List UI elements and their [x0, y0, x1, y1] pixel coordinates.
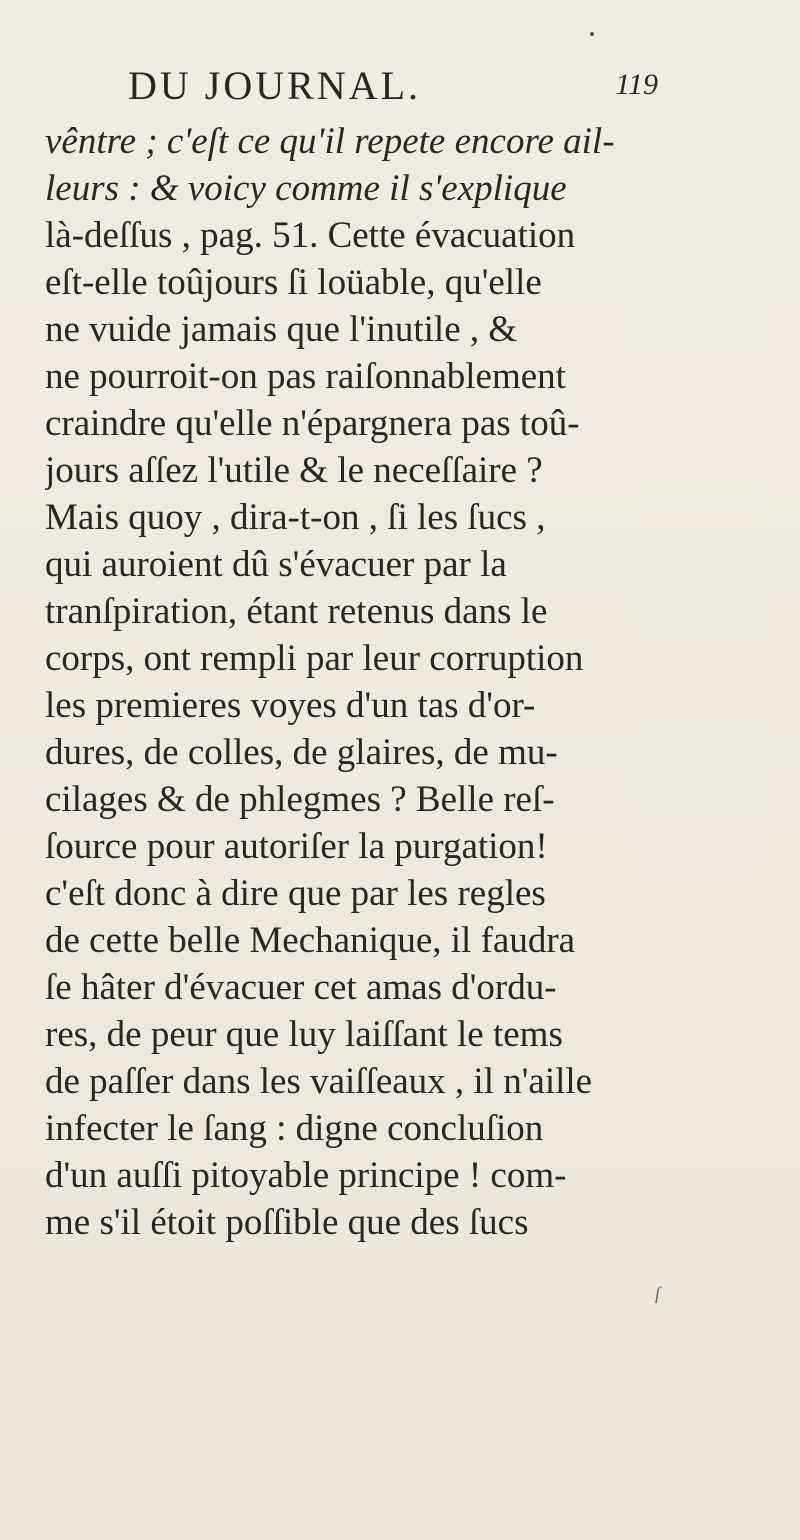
text-line: d'un auſſi pitoyable principe ! com- — [45, 1155, 567, 1196]
text-line: qui auroient dû s'évacuer par la — [45, 544, 507, 585]
text-line: corps, ont rempli par leur corruption — [45, 638, 584, 679]
body-text — [45, 118, 790, 1246]
text-line: les premieres voyes d'un tas d'or- — [45, 685, 536, 726]
text-line: ſe hâter d'évacuer cet amas d'ordu- — [45, 967, 557, 1008]
page-number: 119 — [615, 68, 658, 101]
text-line: Mais quoy , dira-t-on , ſi les ſucs , — [45, 497, 546, 538]
text-line: res, de peur que luy laiſſant le tems — [45, 1014, 563, 1055]
text-line: dures, de colles, de glaires, de mu- — [45, 732, 558, 773]
text-line: leurs : & voicy comme il s'explique — [45, 168, 567, 209]
text-line: de paſſer dans les vaiſſeaux , il n'aille — [45, 1061, 593, 1102]
stray-mark: ſ — [655, 1283, 661, 1303]
text-line: eſt-elle toûjours ſi loüable, qu'elle — [45, 262, 542, 303]
text-line: c'eſt donc à dire que par les regles — [45, 873, 546, 914]
text-line: craindre qu'elle n'épargnera pas toû- — [45, 403, 580, 444]
text-line: me s'il étoit poſſible que des ſucs — [45, 1202, 529, 1243]
text-line: cilages & de phlegmes ? Belle reſ- — [45, 779, 555, 820]
page-header — [128, 62, 658, 110]
text-line: de cette belle Mechanique, il faudra — [45, 920, 576, 961]
running-title: DU JOURNAL. — [128, 63, 421, 108]
text-line: infecter le ſang : digne concluſion — [45, 1108, 544, 1149]
text-line: tranſpiration, étant retenus dans le — [45, 591, 548, 632]
text-line: ne pourroit-on pas raiſonnablement — [45, 356, 566, 397]
text-line: là-deſſus , pag. 51. Cette évacuation — [45, 215, 576, 256]
text-line: ne vuide jamais que l'inutile , & — [45, 309, 518, 350]
text-line: vêntre ; c'eſt ce qu'il repete encore ail- — [45, 121, 615, 162]
text-line: jours aſſez l'utile & le neceſſaire ? — [45, 450, 543, 491]
ink-speck — [590, 32, 594, 36]
text-line: ſource pour autoriſer la purgation! — [45, 826, 548, 867]
